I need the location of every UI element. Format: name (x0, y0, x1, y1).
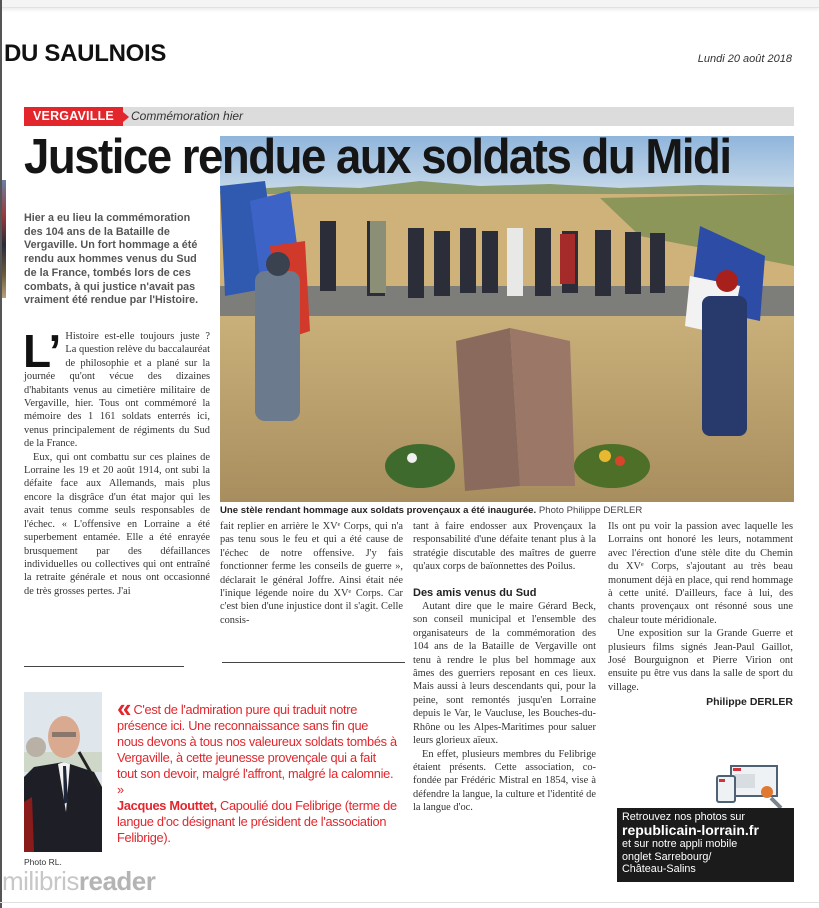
reader-top-bar (0, 0, 819, 8)
headline: Justice rendue aux soldats du Midi (24, 130, 731, 184)
speaker-photo[interactable] (24, 692, 102, 852)
intertitle: Des amis venus du Sud (413, 586, 537, 599)
article-lead: Hier a eu lieu la commémoration des 104 ans de la Bataille de Vergaville. Un fort hommage a été rendu aux hommes venus du Sud de la France, tombés lors de ces combats, à qui justice n'avait pas vraiment été rendue par l'Histoire. (24, 212, 199, 307)
location-tag: VERGAVILLE (24, 107, 123, 126)
promo-box[interactable] (617, 808, 794, 882)
quote-author: Jacques Mouttet, (117, 798, 217, 813)
watermark-light: milibris (2, 866, 79, 896)
drop-cap: L’ (23, 325, 62, 377)
promo-site-link[interactable]: republicain-lorrain.fr (622, 822, 759, 839)
section-title: DU SAULNOIS (4, 40, 167, 67)
promo-line-3: onglet Sarrebourg/ (622, 850, 712, 863)
paragraph: Ils ont pu voir la passion avec laquelle les Lorrains ont honoré les leurs, notamment avec l'érection d'une stèle dite du Chemin du XVᵉ Corps, s'ajoutant au très beau monument déjà en place, qui rend hommage à cette unité. D'ailleurs, face à lui, des chants provençaux ont résonné sous une chaleur toute méridionale. (608, 521, 793, 626)
photo-credit: Photo Philippe DERLER (538, 505, 643, 516)
pull-quote (117, 693, 397, 846)
reader-watermark (2, 866, 155, 897)
speaker-photo-credit: Photo RL. (24, 857, 62, 867)
promo-line-4: Château-Salins (622, 863, 696, 876)
issue-date: Lundi 20 août 2018 (697, 53, 792, 65)
speaker-portrait (24, 692, 102, 852)
bottom-divider (0, 902, 819, 903)
article-column-3 (413, 520, 596, 815)
paragraph: En effet, plusieurs membres du Felibrige étaient présents. Cette association, co-fondée par Frédéric Mistral en 1854, vise à défendre la langue, la culture et l'identité de la langue d'oc. (413, 748, 596, 814)
quote-author-role: Capoulié dou Felibrige (terme de langue d'oc désignant le président de l'association Felibrige). (117, 798, 397, 845)
paragraph: Autant dire que le maire Gérard Beck, son conseil municipal et l'ensemble des organisateurs de la commémoration des 104 ans de la Bataille de Vergaville ont tenu à rendre le plus bel hommage aux âmes des guerriers reposant en ces lieux. Mais aussi à leurs descendants qui, pour la peine, sont remontés jusqu'en Lorraine depuis le Var, le Vaucluse, les Bouches-du-Rhône ou les Alpes-Maritimes pour saluer leurs glorieux aïeux. (413, 601, 596, 747)
quote-text: C'est de l'admiration pure qui traduit notre présence ici. Une reconnaissance sans fin que nous devons à tous nos valeureux soldats tombés à Vergaville, à cette jeunesse provençale qui a fait tout son devoir, malgré l'affront, malgré la calomnie. » (117, 702, 397, 797)
devices-icon (713, 762, 783, 810)
photo-caption (220, 505, 800, 516)
article-column-4 (608, 520, 793, 710)
ceremony-photo (220, 136, 794, 502)
paragraph: Une exposition sur la Grande Guerre et plusieurs films signés Jean-Paul Gaillot, José Bourguignon et Pierre Virion ont ensuite pu être vus dans la salle de sport du village. (608, 628, 793, 693)
article-kicker (24, 107, 794, 126)
author-signature: Philippe DERLER (706, 696, 793, 709)
column-divider (222, 662, 405, 663)
caption-text: Une stèle rendant hommage aux soldats provençaux a été inaugurée. (220, 505, 537, 516)
kicker-subtitle: Commémoration hier (131, 109, 244, 123)
page-edge (0, 0, 2, 908)
watermark-bold: reader (78, 866, 156, 896)
paragraph: Eux, qui ont combattu sur ces plaines de Lorraine les 19 et 20 août 1914, ont subi la défaite face aux Allemands, mais plus encore la disgrâce d'un état major qui les avait tenus comme seuls responsables de l'échec. « L'offensive en Lorraine a été superbement entamée. Elle a été enrayée brusquement par des défaillances individuelles ou collectives qui ont entraîné la retraite générale et nous ont occasionné de très grosses pertes. J'ai (24, 451, 210, 597)
article-column-1 (23, 325, 210, 598)
quote-mark-icon: « (117, 693, 128, 723)
previous-page-photo-strip (2, 180, 6, 298)
article-column-2 (220, 520, 403, 627)
paragraph: tant à faire endosser aux Provençaux la responsabilité d'une défaite tenant plus à la stratégie discutable des maîtres de guerre qu'aux corps de baïonnettes des Poilus. (413, 521, 596, 573)
paragraph: fait replier en arrière le XVᵉ Corps, qui n'a pas tenu sous le feu et qui a été cause de l'échec de notre offensive. J'y fais fonctionner ferme les conseils de guerre », déclarait le général Joffre. Ainsi était née l'inique légende noire du XVᵉ Corps. Car c'est bien d'une injustice dont il s'agit. Celle consis- (220, 521, 403, 626)
column-divider (24, 666, 184, 667)
main-photo[interactable] (220, 136, 794, 502)
paragraph: L’ Histoire est-elle toujours juste ? La question relève du baccalauréat de philosophie et a plané sur la journée qu'ont vécue des dizaines d'habitants venus au cimetière militaire de Vergaville, hier. Tous ont commémoré la mémoire des 1 161 soldats enterrés ici, venus principalement de régiments du Sud de la France. (23, 325, 210, 450)
promo-line-1: Retrouvez nos photos sur (622, 811, 746, 823)
promo-line-2: et sur notre appli mobile (622, 838, 738, 851)
